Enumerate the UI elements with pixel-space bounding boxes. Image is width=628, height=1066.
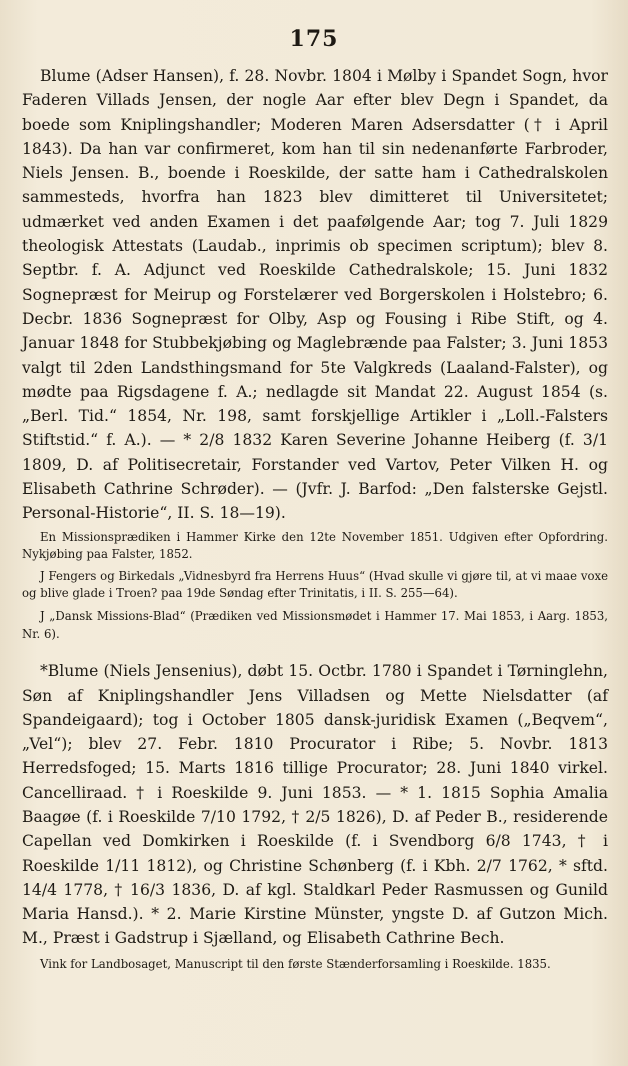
- page-number: 175: [289, 26, 339, 52]
- entry-blume-adser-body: Blume (Adser Hansen), f. 28. Novbr. 1804 i Mølby i Spandet Sogn, hvor Faderen Villads Jensen, der nogle Aar efter blev Degn i Spandet, da boede som Kniplingshandler; Moderen Maren Adsersdatter († i April 1843). Da han var confirmeret, kom han til sin nedenanførte Farbroder, Niels Jensen. B., boende i Roeskilde, der satte ham i Cathedralskolen sammesteds, hvorfra han 1823 blev dimitteret til Universitetet; udmærket ved anden Examen i det paafølgende Aar; tog 7. Juli 1829 theologisk Attestats (Laudab., inprimis ob specimen scriptum); blev 8. Septbr. f. A. Adjunct ved Roeskilde Cathedralskole; 15. Juni 1832 Sognepræst for Meirup og Forstelærer ved Borgerskolen i Holstebro; 6. Decbr. 1836 Sognepræst for Olby, Asp og Fousing i Ribe Stift, og 4. Januar 1848 for Stubbekjøbing og Maglebrænde paa Falster; 3. Juni 1853 valgt til 2den Landsthingsmand for 5te Valgkreds (Laaland-Falster), og mødte paa Rigsdagene f. A.; nedlagde sit Mandat 22. August 1854 (s. „Berl. Tid.“ 1854, Nr. 198, samt forskjellige Artikler i „Loll.-Falsters Stiftstid.“ f. A.). — * 2/8 1832 Karen Severine Johanne Heiberg (f. 3/1 1809, D. af Politisecretair, Forstander ved Vartov, Peter Vilken H. og Elisabeth Cathrine Schrøder). — (Jvfr. J. Barfod: „Den falsterske Gejstl. Personal-Historie“, II. S. 18—19).: [22, 67, 608, 523]
- entry-blume-adser-work-2: J Fengers og Birkedals „Vidnesbyrd fra Herrens Huus“ (Hvad skulle vi gjøre til, at vi maae voxe og blive glade i Troen? paa 19de Søndag efter Trinitatis, i II. S. 255—64).: [22, 568, 608, 601]
- entry-blume-adser-work-3: J „Dansk Missions-Blad“ (Prædiken ved Missionsmødet i Hammer 17. Mai 1853, i Aarg. 1853, Nr. 6).: [22, 609, 608, 641]
- entry-blume-niels-body: *Blume (Niels Jensenius), døbt 15. Octbr. 1780 i Spandet i Tørninglehn, Søn af Kniplingshandler Jens Villadsen og Mette Nielsdatter (af Spandeigaard); tog i October 1805 dansk-juridisk Examen („Beqvem“, „Vel“); blev 27. Febr. 1810 Procurator i Ribe; 5. Novbr. 1813 Herredsfoged; 15. Marts 1816 tillige Procurator; 28. Juni 1840 virkel. Cancelliraad. † i Roeskilde 9. Juni 1853. — * 1. 1815 Sophia Amalia Baagøe (f. i Roeskilde 7/10 1792, † 2/5 1826), D. af Peder B., residerende Capellan ved Domkirken i Roeskilde (f. i Svendborg 6/8 1743, † i Roeskilde 1/11 1812), og Christine Schønberg (f. i Kbh. 2/7 1762, * sftd. 14/4 1778, † 16/3 1836, D. af kgl. Staldkarl Peder Rasmussen og Gunild Maria Hansd.). * 2. Marie Kirstine Münster, yngste D. af Gutzon Mich. M., Præst i Gadstrup i Sjælland, og Elisabeth Cathrine Bech.: [22, 662, 608, 948]
- page-text: [22, 64, 608, 973]
- entry-blume-niels-work-1: Vink for Landbosaget, Manuscript til den første Stænderforsamling i Roeskilde. 1835.: [40, 956, 551, 971]
- entry-blume-adser-work-1: En Missionsprædiken i Hammer Kirke den 12te November 1851. Udgiven efter Opfordring. Nykjøbing paa Falster, 1852.: [22, 529, 608, 562]
